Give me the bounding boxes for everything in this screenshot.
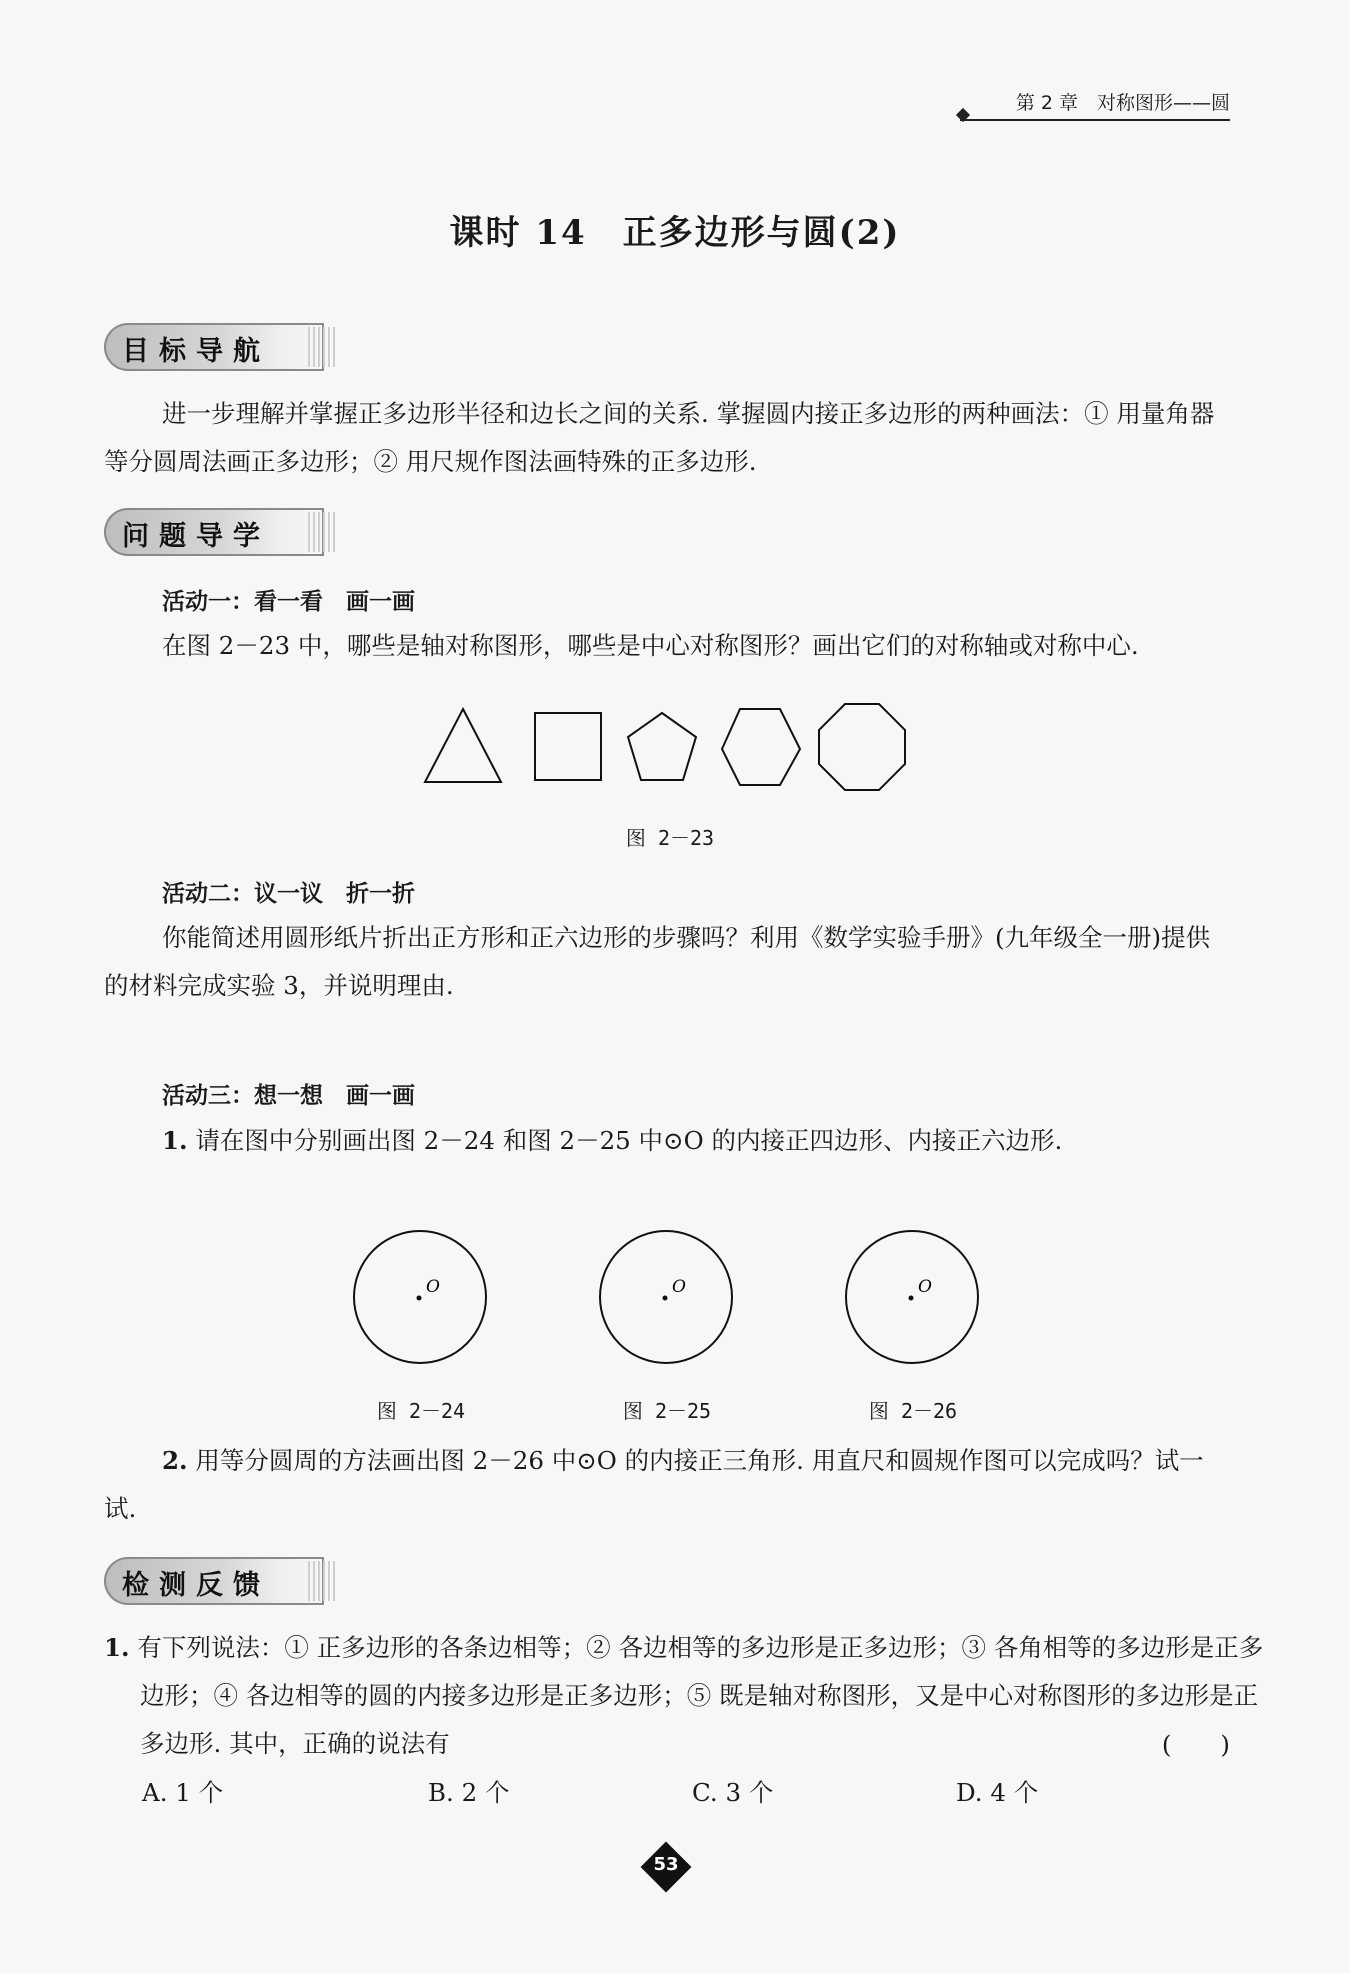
activity3-q1-text: 请在图中分别画出图 2－24 和图 2－25 中⊙O 的内接正四边形、内接正六边形. bbox=[195, 1126, 1063, 1155]
activity2-text: 你能简述用圆形纸片折出正方形和正六边形的步骤吗？利用《数学实验手册》(九年级全一册)提供的材料完成实验 3，并说明理由. bbox=[104, 923, 1211, 1000]
option-c: C. 3 个 bbox=[692, 1778, 774, 1807]
page-number-badge bbox=[641, 1842, 691, 1892]
answer-paren: ( ) bbox=[1161, 1730, 1230, 1759]
section-badge-guide bbox=[104, 508, 324, 556]
activity3-q2-number: 2. bbox=[162, 1446, 188, 1475]
hexagon-shape bbox=[722, 709, 800, 785]
activity3-q1-number: 1. bbox=[162, 1126, 188, 1155]
activity1-heading: 活动一：看一看 画一画 bbox=[162, 589, 415, 615]
activity1-text: 在图 2－23 中，哪些是轴对称图形，哪些是中心对称图形？画出它们的对称轴或对称中心. bbox=[162, 631, 1139, 660]
square-shape bbox=[535, 713, 601, 780]
goal-text: 进一步理解并掌握正多边形半径和边长之间的关系. 掌握圆内接正多边形的两种画法：① 用量角器等分圆周法画正多边形；② 用尺规作图法画特殊的正多边形. bbox=[104, 399, 1215, 476]
lesson-title: 课时 14 正多边形与圆(2) bbox=[449, 213, 901, 253]
feedback-q1 bbox=[104, 1624, 1266, 1768]
activity3-q1 bbox=[104, 1117, 1230, 1165]
section-label-feedback: 检测反馈 bbox=[122, 1570, 270, 1601]
circle-center-label-3: O bbox=[918, 1277, 932, 1297]
option-d: D. 4 个 bbox=[956, 1778, 1039, 1807]
option-b: B. 2 个 bbox=[428, 1778, 510, 1807]
figure-2-26-caption: 图 2－26 bbox=[868, 1399, 958, 1423]
circle-center-label-1: O bbox=[426, 1277, 440, 1297]
section-label-guide: 问题导学 bbox=[122, 521, 270, 552]
circle-figure-2-25 bbox=[596, 1230, 746, 1370]
polygons-figure bbox=[400, 695, 940, 805]
circle-center-label-2: O bbox=[672, 1277, 686, 1297]
feedback-q1-text: 有下列说法：① 正多边形的各条边相等；② 各边相等的多边形是正多边形；③ 各角相等的多边形是正多边形；④ 各边相等的圆的内接多边形是正多边形；⑤ 既是轴对称图形，又是中心对称图形的多边形是正多边形. 其中，正确的说法有 bbox=[137, 1633, 1264, 1758]
triangle-shape bbox=[425, 709, 501, 782]
figure-2-24-caption: 图 2－24 bbox=[376, 1399, 466, 1423]
feedback-q1-number: 1. bbox=[104, 1633, 130, 1662]
activity3-q2-text: 用等分圆周的方法画出图 2－26 中⊙O 的内接正三角形. 用直尺和圆规作图可以完成吗？试一试. bbox=[104, 1446, 1204, 1523]
circle-figure-2-26 bbox=[842, 1230, 992, 1370]
section-badge-goal bbox=[104, 323, 324, 371]
figure-2-23-caption: 图 2－23 bbox=[625, 826, 715, 850]
octagon-shape bbox=[819, 704, 905, 790]
page-number: 53 bbox=[653, 1854, 679, 1875]
section-badge-feedback bbox=[104, 1557, 324, 1605]
activity3-q2 bbox=[104, 1437, 1230, 1533]
activity2-heading: 活动二：议一议 折一折 bbox=[162, 881, 415, 907]
circle-figure-2-24 bbox=[350, 1230, 500, 1370]
chapter-header: 第 2 章 对称图形——圆 bbox=[960, 88, 1230, 121]
section-label-goal: 目标导航 bbox=[122, 336, 270, 367]
activity3-heading: 活动三：想一想 画一画 bbox=[162, 1083, 415, 1109]
pentagon-shape bbox=[628, 713, 696, 780]
figure-2-25-caption: 图 2－25 bbox=[622, 1399, 712, 1423]
option-a: A. 1 个 bbox=[142, 1778, 224, 1807]
